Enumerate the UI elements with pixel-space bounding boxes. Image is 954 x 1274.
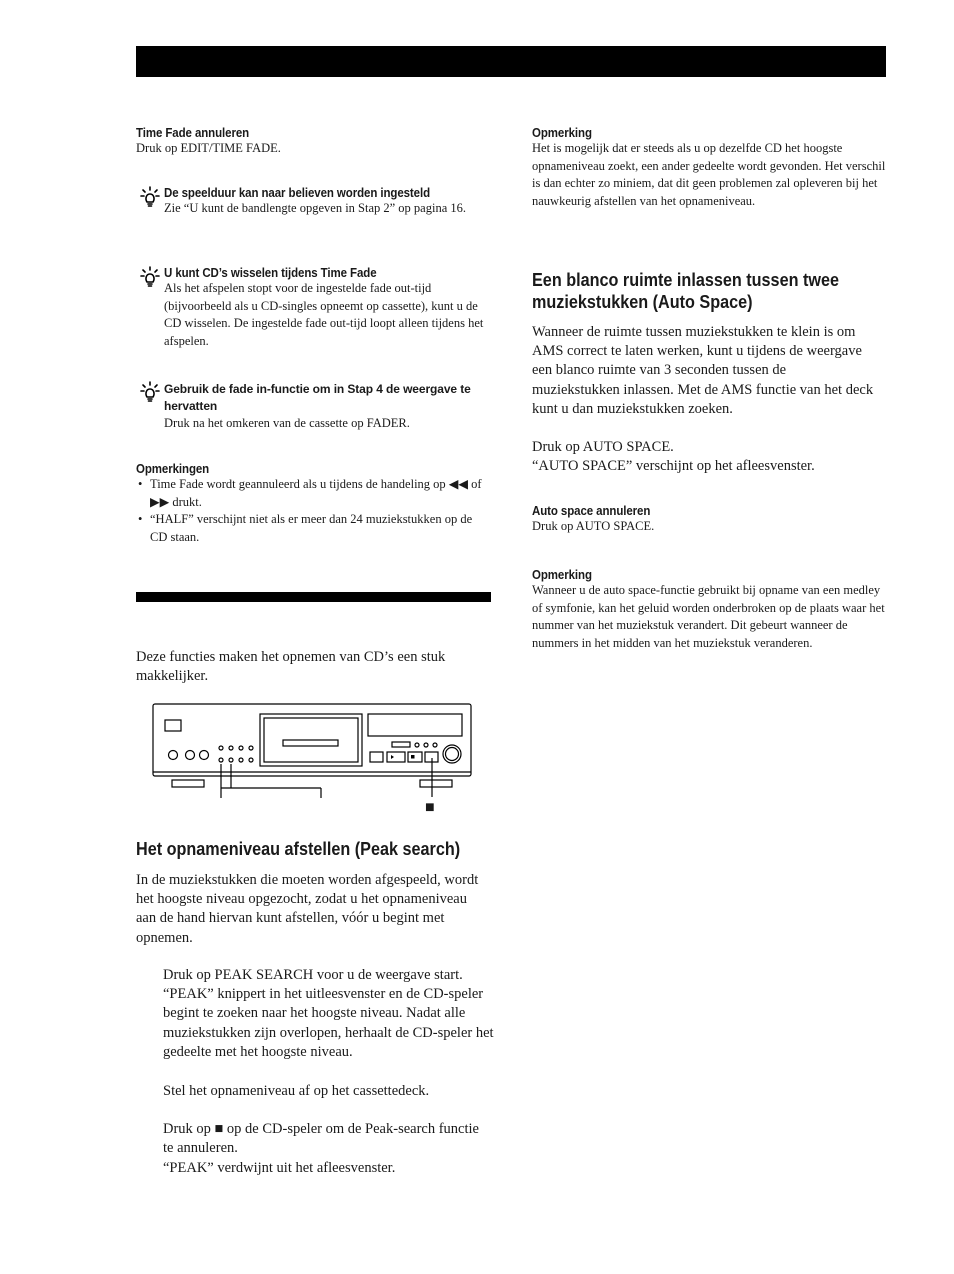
tip-1-text: Zie “U kunt de bandlengte opgeven in Stap 2” op pagina 16. [164,201,467,215]
time-fade-cancel-title: Time Fade annuleren [136,126,250,140]
section-bar [136,592,491,602]
autospace-cancel [532,504,888,536]
tip-1 [136,186,496,218]
note-right-2 [532,568,888,652]
lightbulb-icon [140,381,160,403]
intro-text: Deze functies maken het opnemen van CD’s een stuk makkelijker. [136,649,446,685]
autospace-cancel-text: Druk op AUTO SPACE. [532,519,655,533]
autospace-step-1: Druk op AUTO SPACE. [532,439,674,455]
stop-symbol-label: ■ [425,799,435,816]
peak-heading: Het opnameniveau afstellen (Peak search) [136,839,461,859]
note-right-1-text: Het is mogelijk dat er steeds als u op dezelfde CD het hoogste opnameniveau zoekt, een ander gedeelte wordt gevonden. Het verschil is dan echter zo miniem, dat dit geen problemen zal opleveren bij het nauwkeurig afstellen van het opnameniveau. [532,141,886,208]
tip-2 [136,266,496,350]
tip-2-title: U kunt CD’s wisselen tijdens Time Fade [164,266,377,280]
note-right-2-title: Opmerking [532,568,592,582]
peak-step-3b: “PEAK” verdwijnt uit het afleesvenster. [163,1160,396,1176]
peak-step-1: Druk op PEAK SEARCH voor u de weergave start. “PEAK” knippert in het uitleesvenster en de CD-speler begint te zoeken naar het hoogste niveau. Nadat alle muziekstukken zijn overlopen, herhaalt de CD-speler het gedeelte met het hoogste niveau. [163,967,494,1060]
notes-left-list [136,476,492,546]
list-item: • Time Fade wordt geannuleerd als u tijdens de handeling op ◀◀ of ▶▶ drukt. [136,476,492,511]
autospace-text: Wanneer de ruimte tussen muziekstukken te klein is om AMS correct te laten werken, kunt u tijdens de weergave een blanco ruimte van 3 seconden tussen de muziekstukken inlassen. Met de AMS functie van het deck kunt u dan muziekstukken zoeken. [532,324,874,417]
peak-section [136,838,496,860]
peak-step-2: Stel het opnameniveau af op het cassettedeck. [163,1083,430,1099]
tip-3-text: Druk na het omkeren van de cassette op FADER. [164,416,410,430]
notes-left-title: Opmerkingen [136,462,210,476]
autospace-cancel-title: Auto space annuleren [532,504,651,518]
tip-2-text: Als het afspelen stopt voor de ingestelde fade out-tijd (bijvoorbeeld als u CD-singles opneemt op cassette), kunt u de CD wisselen. De ingestelde fade out-tijd loopt alleen tijdens het afspelen. [164,281,484,348]
list-item: • “HALF” verschijnt niet als er meer dan 24 muziekstukken op de CD staan. [136,511,492,546]
tip-3 [136,381,496,433]
lightbulb-icon [140,186,160,208]
header-bar [136,46,886,77]
note-right-1-title: Opmerking [532,126,592,140]
tip-3-title: Gebruik de fade in-functie om in Stap 4 de weergave te hervatten [164,382,471,413]
time-fade-cancel-text: Druk op EDIT/TIME FADE. [136,141,281,155]
autospace-heading: Een blanco ruimte inlassen tussen twee muziekstukken (Auto Space) [532,270,839,312]
autospace-heading-wrap [532,269,892,313]
note-right-1 [532,126,888,210]
autospace-step-2: “AUTO SPACE” verschijnt op het afleesvenster. [532,458,815,474]
peak-intro: In de muziekstukken die moeten worden afgespeeld, wordt het hoogste niveau opgezocht, zodat u het opnameniveau aan de hand hiervan kunt afstellen, vóór u begint met opnemen. [136,872,479,946]
notes-left [136,462,492,546]
peak-step-3a: Druk op ■ op de CD-speler om de Peak-search functie te annuleren. [163,1121,479,1157]
note-right-2-text: Wanneer u de auto space-functie gebruikt bij opname van een medley of symfonie, kan het geluid worden onderbroken op de plaats waar het nummer van het muziekstuk verandert. Dit gebeurt wanneer de nummers in het midden van het muziekstuk veranderen. [532,583,885,650]
lightbulb-icon [140,266,160,288]
time-fade-cancel-section [136,126,496,158]
tip-1-title: De speelduur kan naar believen worden ingesteld [164,186,431,200]
